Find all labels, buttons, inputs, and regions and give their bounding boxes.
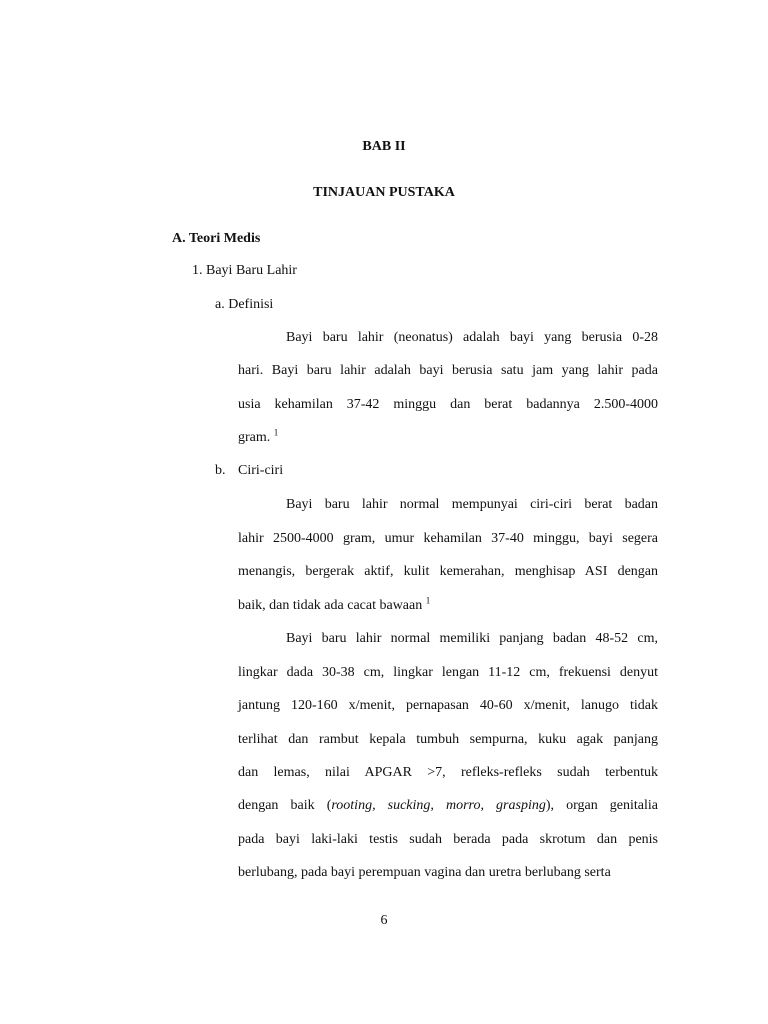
paragraph-line: jantung 120-160 x/menit, pernapasan 40-60 x/menit, lanugo tidak [238, 698, 658, 713]
paragraph-line: lingkar dada 30-38 cm, lingkar lengan 11-12 cm, frekuensi denyut [238, 665, 658, 680]
paragraph-line: Bayi baru lahir normal memiliki panjang badan 48-52 cm, [286, 631, 658, 646]
paragraph-line: menangis, bergerak aktif, kulit kemerahan, menghisap ASI dengan [238, 564, 658, 579]
subsection-heading-ciri-ciri: Ciri-ciri [238, 463, 284, 478]
subsection-heading-bayi-baru-lahir: 1. Bayi Baru Lahir [192, 263, 297, 278]
paragraph-line: Bayi baru lahir (neonatus) adalah bayi yang berusia 0-28 [286, 330, 658, 345]
italic-reflex-terms: rooting, sucking, morro, grasping [331, 798, 546, 813]
footnote-ref: 1 [425, 595, 431, 606]
paragraph-line: berlubang, pada bayi perempuan vagina dan uretra berlubang serta [238, 865, 611, 880]
paragraph-line: terlihat dan rambut kepala tumbuh sempurna, kuku agak panjang [238, 732, 658, 747]
subsection-letter: b. [215, 463, 226, 478]
paragraph-line: baik, dan tidak ada cacat bawaan $^1$ [238, 595, 431, 613]
footnote-ref: 1 [273, 427, 279, 438]
paragraph-line: Bayi baru lahir normal mempunyai ciri-ciri berat badan [286, 497, 658, 512]
page-number: 6 [380, 913, 388, 928]
paragraph-line: lahir 2500-4000 gram, umur kehamilan 37-40 minggu, bayi segera [238, 531, 658, 546]
section-heading-teori-medis: A. Teori Medis [172, 231, 261, 246]
paragraph-line: pada bayi laki-laki testis sudah berada pada skrotum dan penis [238, 832, 658, 847]
subsection-heading-definisi: a. Definisi [215, 297, 274, 312]
chapter-heading: BAB II [362, 139, 406, 154]
paragraph-line: usia kehamilan 37-42 minggu dan berat badannya 2.500-4000 [238, 397, 658, 412]
chapter-title: TINJAUAN PUSTAKA [313, 185, 455, 200]
paragraph-line: gram. $^1$ [238, 427, 279, 445]
paragraph-line: dan lemas, nilai APGAR >7, refleks-refleks sudah terbentuk [238, 765, 658, 780]
paragraph-line: hari. Bayi baru lahir adalah bayi berusia satu jam yang lahir pada [238, 363, 658, 378]
paragraph-line: dengan baik (rooting, sucking, morro, grasping), organ genitalia [238, 798, 658, 813]
